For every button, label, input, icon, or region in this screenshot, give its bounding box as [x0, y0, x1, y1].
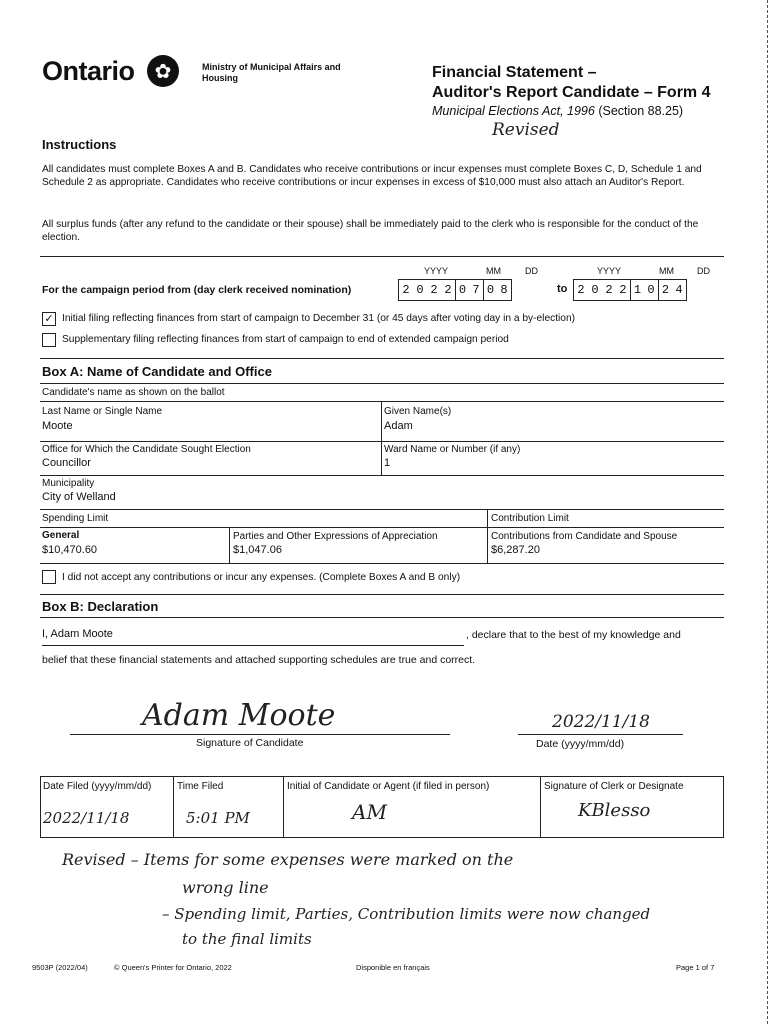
declarant-line	[42, 645, 464, 646]
municipality-value[interactable]: City of Welland	[42, 491, 116, 503]
divider	[40, 837, 724, 838]
handnote-line-1: Revised – Items for some expenses were marked on the	[62, 850, 514, 869]
divider	[40, 475, 724, 476]
declare-text-2: belief that these financial statements and attached supporting schedules are true and correct.	[42, 654, 476, 666]
divider	[40, 527, 487, 528]
divider	[487, 509, 488, 563]
to-digit: 2	[619, 283, 627, 297]
form-title	[432, 63, 711, 103]
from-mm-header: MM	[486, 266, 501, 276]
municipality-label: Municipality	[42, 478, 95, 489]
to-digit: 0	[591, 283, 599, 297]
instructions-heading: Instructions	[42, 137, 117, 152]
signature-line	[70, 734, 450, 735]
french-notice: Disponible en français	[356, 963, 430, 972]
divider	[283, 776, 284, 837]
divider	[381, 441, 382, 475]
declare-text: , declare that to the best of my knowledge and	[466, 629, 681, 641]
box-b-heading: Box B: Declaration	[42, 599, 159, 614]
given-name-label: Given Name(s)	[384, 406, 452, 417]
divider	[40, 256, 724, 257]
time-filed-value: 5:01 PM	[186, 809, 250, 827]
divider	[40, 441, 724, 442]
ballot-name-subheading: Candidate's name as shown on the ballot	[42, 387, 225, 398]
to-date-field[interactable]	[573, 279, 687, 301]
clerk-signature: KBlesso	[578, 800, 651, 821]
last-name-label: Last Name or Single Name	[42, 406, 163, 417]
office-value[interactable]: Councillor	[42, 457, 91, 469]
from-date-field[interactable]	[398, 279, 512, 301]
divider	[40, 776, 724, 777]
initial-filing-label: Initial filing reflecting finances from start of campaign to December 31 (or 45 days after voting day in a by-election)	[62, 313, 576, 324]
divider	[381, 401, 382, 441]
from-digit: 2	[402, 283, 410, 297]
scan-edge	[767, 0, 768, 1024]
divider	[723, 776, 724, 837]
divider	[40, 383, 724, 384]
form-act	[432, 104, 683, 118]
supplementary-filing-label: Supplementary filing reflecting finances from start of campaign to end of extended campaign period	[62, 334, 509, 345]
act-section: (Section 88.25)	[598, 104, 684, 118]
campaign-period-label: For the campaign period from (day clerk received nomination)	[42, 284, 352, 296]
printer-notice: © Queen's Printer for Ontario, 2022	[114, 963, 232, 972]
divider	[487, 527, 724, 528]
divider	[40, 617, 724, 618]
general-value[interactable]: $10,470.60	[42, 544, 98, 556]
divider	[229, 527, 230, 563]
to-digit: 2	[605, 283, 613, 297]
form-title-line1: Financial Statement –	[432, 64, 597, 81]
initial-value: AM	[352, 800, 387, 824]
ward-value[interactable]: 1	[384, 457, 391, 469]
initial-filing-checkbox[interactable]: ✓	[42, 312, 56, 326]
divider	[40, 776, 41, 837]
form-code: 9503P (2022/04)	[32, 963, 88, 972]
instructions-para-1: All candidates must complete Boxes A and B. Candidates who receive contributions or incur expenses must complete Boxes C, D, Schedule 1 and Schedule 2 as appropriate. Candidates who receive contributions or incur expenses in excess of $10,000 must also attach an Auditor's Report.	[42, 164, 702, 188]
supplementary-filing-checkbox[interactable]	[42, 333, 56, 347]
ministry-name: Ministry of Municipal Affairs and Housing	[202, 62, 341, 83]
from-digit: 7	[472, 283, 480, 297]
from-dd-header: DD	[525, 266, 538, 276]
from-digit: 0	[455, 280, 469, 300]
date-signed-label: Date (yyyy/mm/dd)	[536, 738, 625, 750]
to-dd-header: DD	[697, 266, 710, 276]
last-name-value[interactable]: Moote	[42, 420, 73, 432]
box-a-heading: Box A: Name of Candidate and Office	[42, 364, 272, 379]
date-filed-label: Date Filed (yyyy/mm/dd)	[43, 781, 152, 792]
handwritten-revised: Revised	[492, 120, 560, 140]
divider	[40, 358, 724, 359]
divider	[40, 563, 724, 564]
act-name: Municipal Elections Act, 1996	[432, 104, 595, 118]
divider	[40, 594, 724, 595]
divider	[40, 509, 724, 510]
general-label: General	[42, 530, 80, 541]
date-signed: 2022/11/18	[552, 712, 650, 732]
to-digit: 2	[577, 283, 585, 297]
initial-label: Initial of Candidate or Agent (if filed in person)	[287, 781, 490, 792]
signature-label: Signature of Candidate	[196, 737, 304, 749]
from-digit: 0	[416, 283, 424, 297]
ontario-logo-text: Ontario	[42, 56, 135, 86]
office-label: Office for Which the Candidate Sought Election	[42, 444, 251, 455]
to-label: to	[557, 283, 568, 295]
no-contributions-checkbox[interactable]	[42, 570, 56, 584]
from-digit: 0	[483, 280, 497, 300]
instructions-para-2: All surplus funds (after any refund to the candidate or their spouse) shall be immediately paid to the clerk who is responsible for the conduct of the election.	[42, 219, 699, 243]
to-digit: 0	[647, 283, 655, 297]
divider	[173, 776, 174, 837]
handnote-line-4: to the final limits	[182, 930, 312, 948]
page-number: Page 1 of 7	[676, 963, 715, 972]
to-digit: 1	[630, 280, 644, 300]
given-name-value[interactable]: Adam	[384, 420, 413, 432]
divider	[40, 401, 724, 402]
parties-value[interactable]: $1,047.06	[233, 544, 282, 556]
form-title-line2: Auditor's Report Candidate – Form 4	[432, 84, 711, 101]
to-digit: 4	[675, 283, 683, 297]
contribution-limit-label: Contribution Limit	[491, 513, 569, 524]
spending-limit-label: Spending Limit	[42, 513, 109, 524]
from-digit: 2	[444, 283, 452, 297]
from-digit: 8	[500, 283, 508, 297]
candidate-signature: Adam Moote	[142, 698, 336, 733]
clerk-signature-label: Signature of Clerk or Designate	[544, 781, 684, 792]
to-yyyy-header: YYYY	[597, 266, 622, 276]
no-contributions-label: I did not accept any contributions or incur any expenses. (Complete Boxes A and B only)	[62, 572, 461, 583]
declarant-name[interactable]: I, Adam Moote	[42, 628, 113, 640]
from-digit: 2	[430, 283, 438, 297]
parties-label: Parties and Other Expressions of Appreciation	[233, 531, 438, 542]
handnote-line-3: – Spending limit, Parties, Contribution limits were now changed	[162, 905, 651, 923]
to-mm-header: MM	[659, 266, 674, 276]
date-filed-value: 2022/11/18	[43, 809, 130, 827]
trillium-icon: ✿	[147, 55, 179, 87]
to-digit: 2	[658, 280, 672, 300]
contribution-sub-label: Contributions from Candidate and Spouse	[491, 531, 678, 542]
ward-label: Ward Name or Number (if any)	[384, 444, 521, 455]
from-yyyy-header: YYYY	[424, 266, 449, 276]
divider	[540, 776, 541, 837]
handnote-line-2: wrong line	[182, 878, 269, 897]
time-filed-label: Time Filed	[177, 781, 224, 792]
contribution-value[interactable]: $6,287.20	[491, 544, 540, 556]
date-line	[518, 734, 683, 735]
